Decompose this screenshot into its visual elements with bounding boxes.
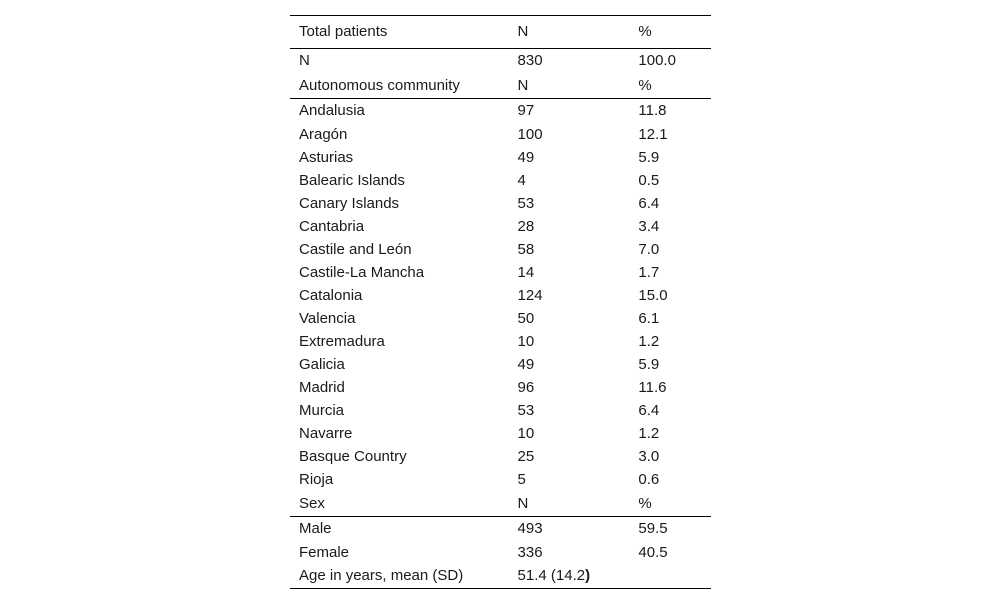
community-label-cell: Basque Country (299, 448, 407, 465)
community-label-cell: Galicia (299, 356, 345, 373)
table-row (290, 399, 711, 422)
community-n-cell: 5 (517, 471, 526, 488)
header-pct-cell: % (629, 16, 711, 49)
community-pct-cell: 3.0 (638, 448, 660, 465)
demographics-table (290, 15, 711, 589)
total-n-cell: 830 (517, 52, 543, 69)
table-row (290, 468, 711, 491)
community-pct-cell: 6.1 (638, 310, 660, 327)
total-row (290, 49, 711, 74)
community-label-cell: Canary Islands (299, 195, 400, 212)
total-label-cell: N (299, 52, 310, 69)
sex-pct-cell: 59.5 (638, 520, 668, 537)
sex-header-label-cell: Sex (290, 491, 509, 517)
community-pct-cell: 0.6 (638, 471, 660, 488)
sex-header-n-cell: N (509, 491, 630, 517)
community-n-cell: 10 (517, 425, 535, 442)
age-label-cell: Age in years, mean (SD) (290, 564, 509, 589)
table-row (290, 353, 711, 376)
header-label-cell: Total patients (290, 16, 509, 49)
community-n-cell: 49 (517, 149, 535, 166)
community-n-cell: 28 (517, 218, 535, 235)
community-label-cell: Aragón (299, 126, 348, 143)
table-row (290, 238, 711, 261)
community-pct-cell: 11.6 (638, 379, 667, 396)
community-label-cell: Valencia (299, 310, 356, 327)
demographics-table-container (290, 15, 711, 589)
total-pct-cell: 100.0 (638, 52, 676, 69)
community-n-cell: 96 (517, 379, 535, 396)
table-row (290, 99, 711, 124)
community-n-cell: 53 (517, 195, 535, 212)
community-label-cell: Andalusia (299, 102, 365, 119)
table-row (290, 215, 711, 238)
community-label-cell: Navarre (299, 425, 353, 442)
community-pct-cell: 3.4 (638, 218, 660, 235)
table-row (290, 422, 711, 445)
community-label-cell: Castile-La Mancha (299, 264, 425, 281)
community-header-pct-cell: % (629, 73, 711, 99)
community-pct-cell: 7.0 (638, 241, 660, 258)
table-row (290, 192, 711, 215)
community-pct-cell: 1.2 (638, 333, 660, 350)
community-pct-cell: 1.2 (638, 425, 660, 442)
table-row (290, 376, 711, 399)
table-header-row (290, 16, 711, 49)
age-value-close-paren: ) (585, 567, 591, 584)
age-value-cell (509, 564, 630, 589)
community-n-cell: 50 (517, 310, 535, 327)
community-pct-cell: 6.4 (638, 195, 660, 212)
community-label-cell: Cantabria (299, 218, 365, 235)
community-label-cell: Catalonia (299, 287, 363, 304)
sex-label-cell: Male (299, 520, 332, 537)
table-row (290, 284, 711, 307)
table-row (290, 261, 711, 284)
sex-header-row (290, 491, 711, 517)
age-empty-cell (629, 564, 711, 589)
table-row (290, 169, 711, 192)
community-pct-cell: 11.8 (638, 102, 667, 119)
community-header-n-cell: N (509, 73, 630, 99)
community-label-cell: Asturias (299, 149, 354, 166)
community-n-cell: 100 (517, 126, 543, 143)
table-row (290, 123, 711, 146)
community-n-cell: 4 (517, 172, 526, 189)
community-pct-cell: 5.9 (638, 149, 660, 166)
community-pct-cell: 12.1 (638, 126, 668, 143)
table-row (290, 541, 711, 564)
community-n-cell: 53 (517, 402, 535, 419)
table-row (290, 330, 711, 353)
community-n-cell: 10 (517, 333, 535, 350)
community-header-label-cell: Autonomous community (290, 73, 509, 99)
community-n-cell: 25 (517, 448, 535, 465)
community-n-cell: 97 (517, 102, 535, 119)
community-header-row (290, 73, 711, 99)
community-label-cell: Balearic Islands (299, 172, 405, 189)
community-label-cell: Rioja (299, 471, 334, 488)
community-label-cell: Murcia (299, 402, 345, 419)
table-row (290, 445, 711, 468)
table-row (290, 146, 711, 169)
sex-pct-cell: 40.5 (638, 544, 668, 561)
sex-header-pct-cell: % (629, 491, 711, 517)
header-n-cell: N (509, 16, 630, 49)
community-label-cell: Castile and León (299, 241, 412, 258)
community-pct-cell: 5.9 (638, 356, 660, 373)
age-row (290, 564, 711, 589)
community-pct-cell: 6.4 (638, 402, 660, 419)
sex-n-cell: 493 (517, 520, 543, 537)
community-n-cell: 58 (517, 241, 535, 258)
community-pct-cell: 15.0 (638, 287, 668, 304)
table-row (290, 517, 711, 542)
community-n-cell: 124 (517, 287, 543, 304)
community-label-cell: Madrid (299, 379, 345, 396)
table-row (290, 307, 711, 330)
community-pct-cell: 0.5 (638, 172, 660, 189)
age-value-text: 51.4 (14.2 (517, 567, 586, 584)
community-n-cell: 49 (517, 356, 535, 373)
sex-n-cell: 336 (517, 544, 543, 561)
community-pct-cell: 1.7 (638, 264, 660, 281)
sex-label-cell: Female (299, 544, 350, 561)
community-n-cell: 14 (517, 264, 535, 281)
community-label-cell: Extremadura (299, 333, 385, 350)
